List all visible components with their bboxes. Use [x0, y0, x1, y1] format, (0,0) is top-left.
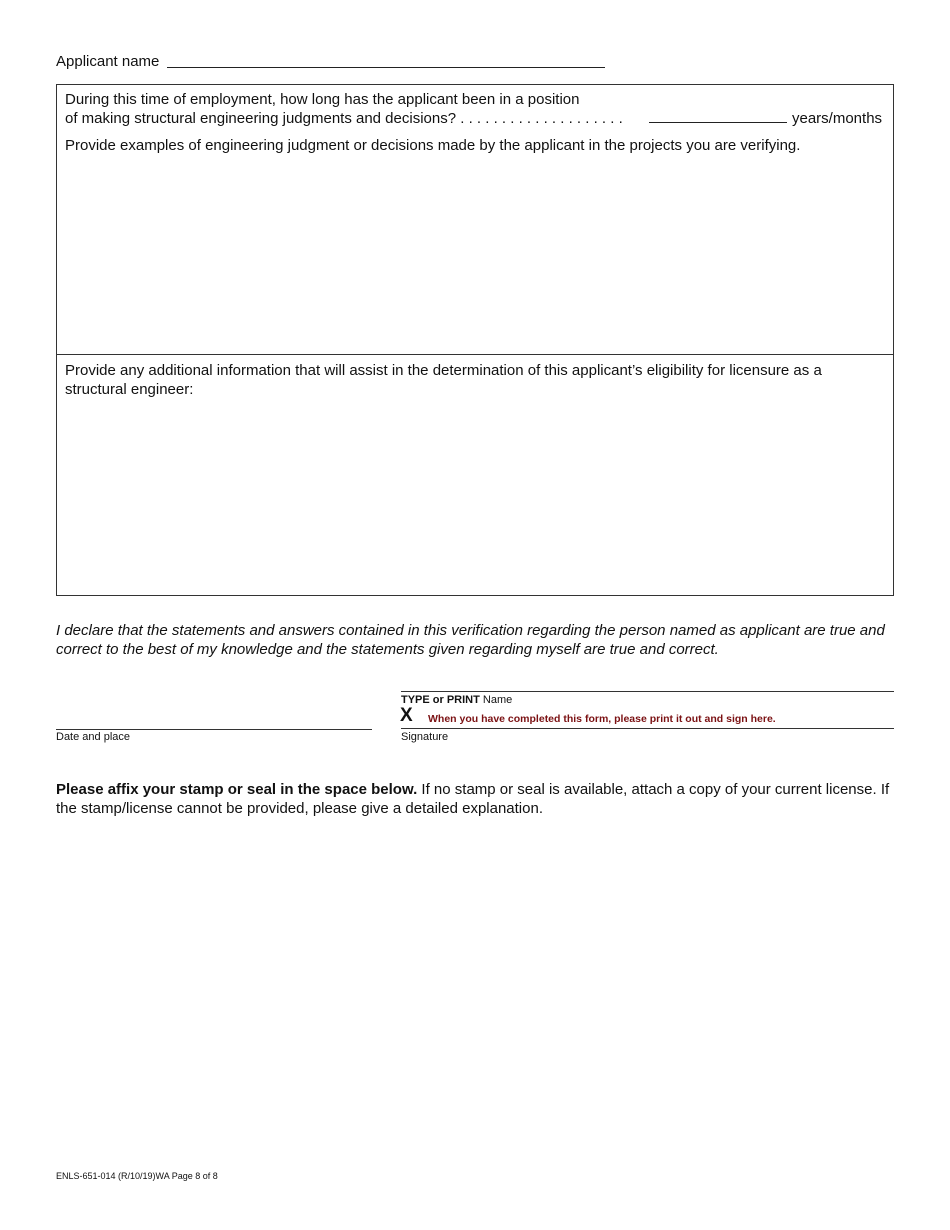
additional-info-prompt: Provide any additional information that will assist in the determination of this applicant’s eligibility for licensure as a structural engineer: [65, 362, 822, 398]
print-name-label-bold: TYPE or PRINT [401, 694, 480, 706]
print-name-label-rest: Name [479, 694, 513, 706]
box-divider [56, 354, 894, 355]
years-months-field[interactable] [649, 122, 787, 123]
judgment-question-text: of making structural engineering judgments and decisions? [65, 110, 457, 127]
date-place-label: Date and place [56, 731, 130, 743]
print-name-label [401, 694, 512, 706]
stamp-instructions-bold: Please affix your stamp or seal in the space below. [56, 781, 418, 798]
print-name-field[interactable] [401, 691, 894, 692]
verification-box [56, 84, 894, 596]
signature-label: Signature [401, 731, 449, 743]
judgment-question-line2 [65, 110, 623, 127]
stamp-instructions-rest: If no stamp or seal is available, attach a copy of your current license. If the stamp/license cannot be provided, please give a detailed explanation. [56, 781, 890, 817]
examples-prompt: Provide examples of engineering judgment or decisions made by the applicant in the projects you are verifying. [65, 137, 801, 154]
applicant-name-field[interactable] [167, 67, 605, 68]
years-months-label: years/months [792, 110, 883, 127]
judgment-question-line1: During this time of employment, how long has the applicant been in a position [65, 91, 580, 108]
applicant-name-label: Applicant name [56, 53, 160, 70]
stamp-instructions [56, 780, 896, 818]
form-footer: ENLS-651-014 (R/10/19)WA Page 8 of 8 [56, 1171, 218, 1181]
signature-field[interactable] [401, 728, 894, 729]
leader-dots: . . . . . . . . . . . . . . . . . . . . [456, 110, 623, 127]
declaration-statement: I declare that the statements and answers contained in this verification regarding the person named as applicant are true and correct to the best of my knowledge and the statements given regarding myself are true and correct. [56, 622, 885, 658]
sign-here-x-icon: X [400, 705, 413, 726]
date-place-field[interactable] [56, 729, 372, 730]
sign-here-note: When you have completed this form, please print it out and sign here. [428, 713, 776, 725]
